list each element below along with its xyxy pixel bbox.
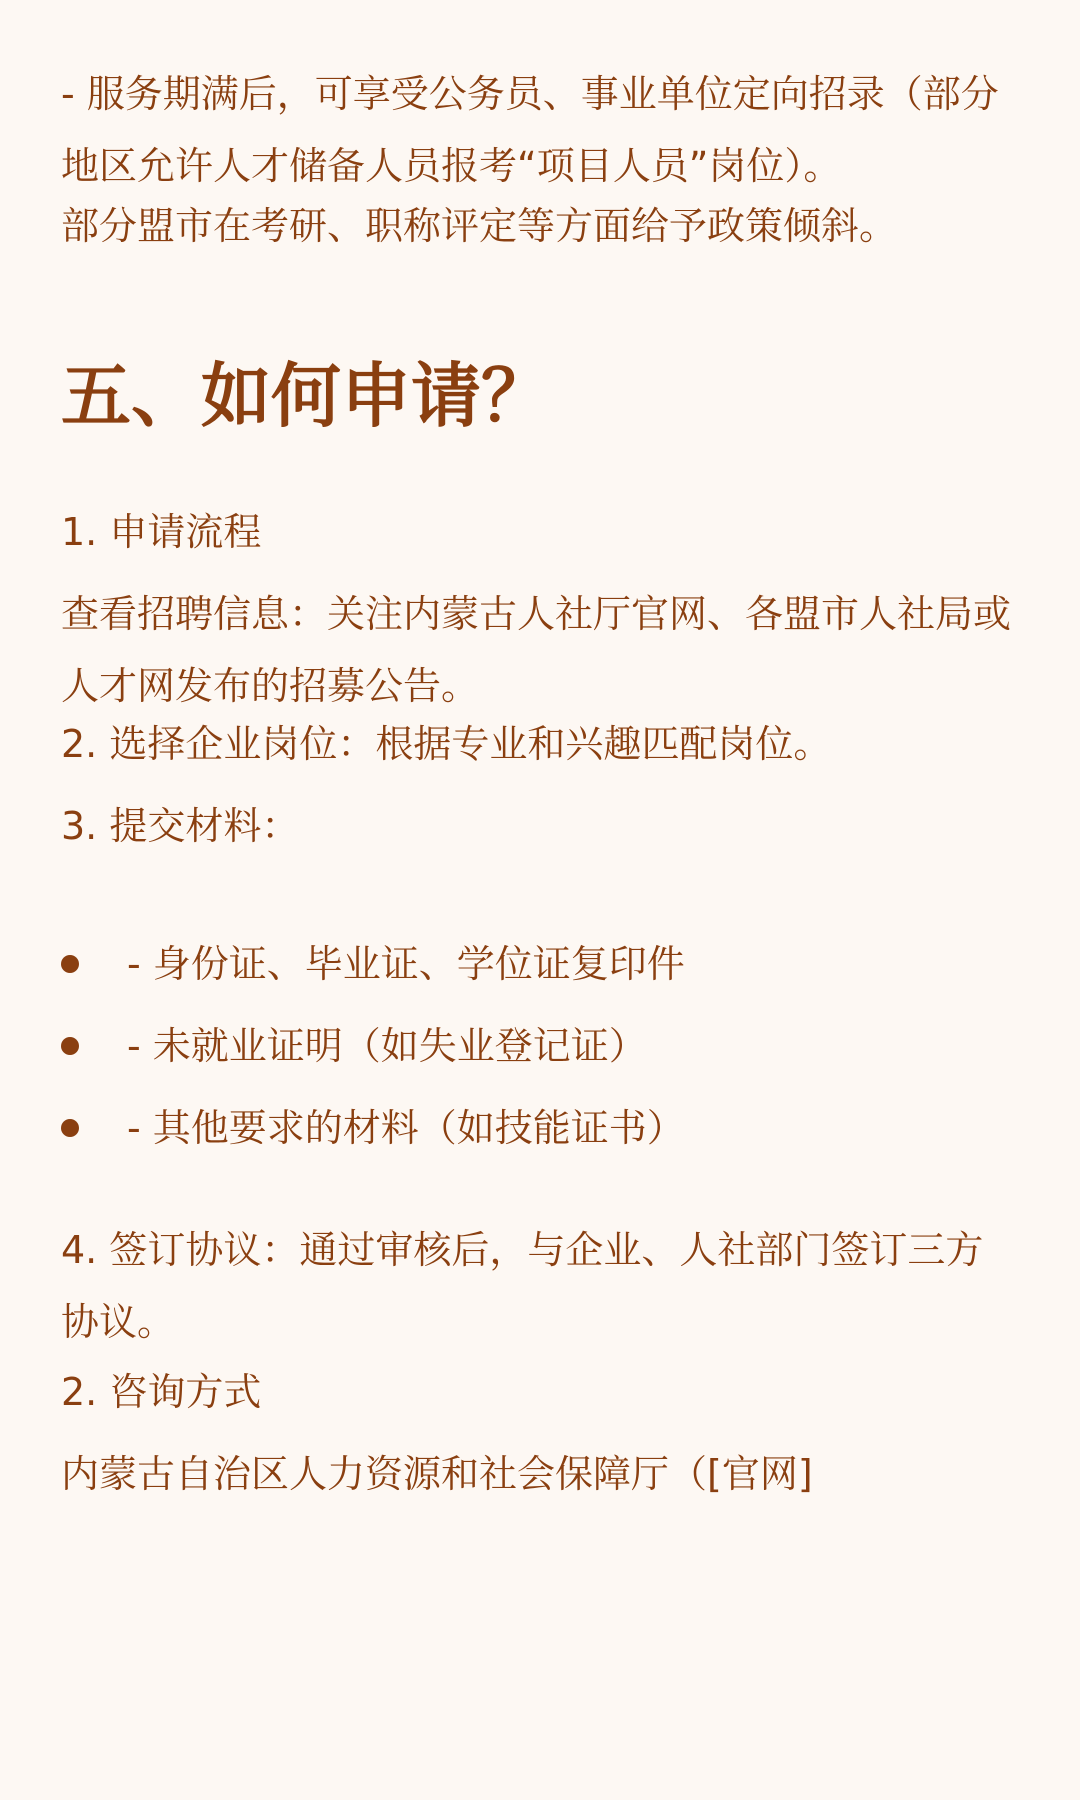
- step-choose-position: 2. 选择企业岗位：根据专业和兴趣匹配岗位。: [61, 722, 832, 766]
- consult-line: 内蒙古自治区人力资源和社会保障厅（[官网]: [61, 1452, 813, 1496]
- step-view-info: 查看招聘信息：关注内蒙古人社厅官网、各盟市人社局或人才网发布的招募公告。: [61, 592, 1012, 708]
- list-item: [61, 1010, 1021, 1082]
- material-item: - 未就业证明（如失业登记证）: [127, 1024, 647, 1068]
- step-sign-agreement: 4. 签订协议：通过审核后，与企业、人社部门签订三方协议。: [61, 1228, 984, 1344]
- benefit-paragraph: - 服务期满后，可享受公务员、事业单位定向招录（部分地区允许人才储备人员报考“项目人员”岗位）。: [61, 72, 999, 188]
- bullet-dot-icon: [61, 1037, 79, 1055]
- material-item: - 身份证、毕业证、学位证复印件: [127, 942, 685, 986]
- list-item: [61, 928, 1021, 1000]
- material-item: - 其他要求的材料（如技能证书）: [127, 1106, 685, 1150]
- policy-paragraph: 部分盟市在考研、职称评定等方面给予政策倾斜。: [61, 204, 898, 248]
- consult-title: 2. 咨询方式: [61, 1370, 262, 1414]
- list-item: [61, 1092, 1021, 1164]
- bullet-dot-icon: [61, 955, 79, 973]
- section-heading: 五、如何申请？: [61, 355, 551, 437]
- process-title: 1. 申请流程: [61, 510, 262, 554]
- bullet-dot-icon: [61, 1119, 79, 1137]
- step-submit-materials: 3. 提交材料：: [61, 804, 300, 848]
